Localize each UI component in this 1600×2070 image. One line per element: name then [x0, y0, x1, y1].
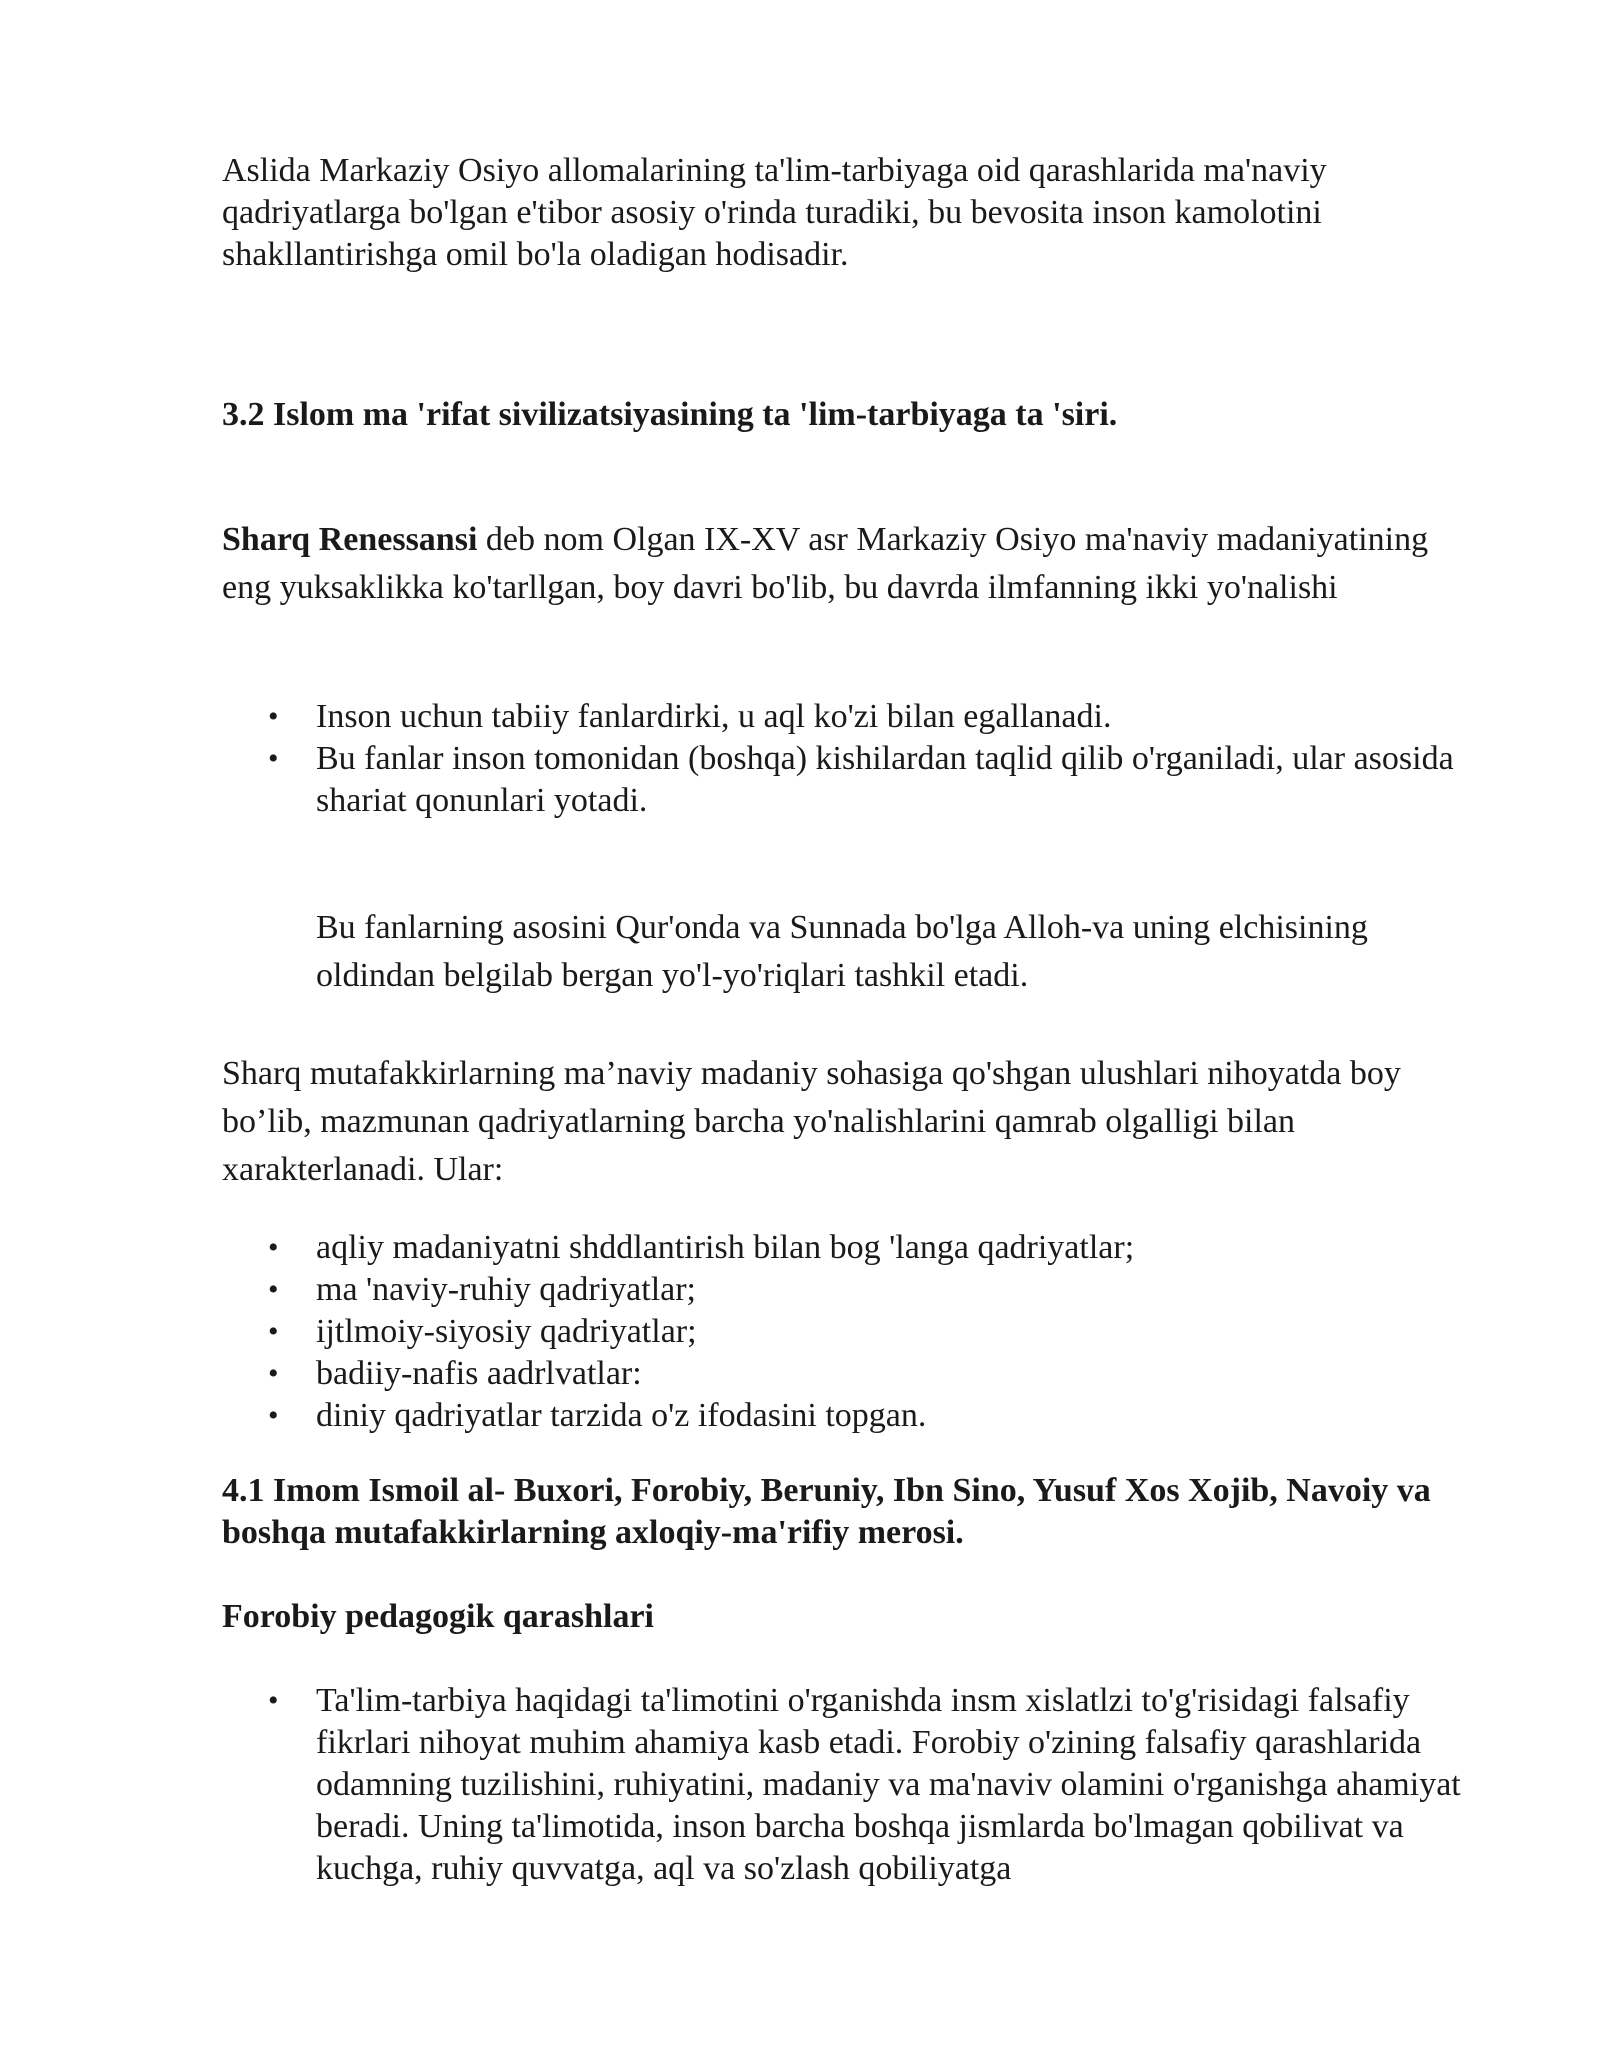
values-list [222, 1227, 1482, 1437]
list-item: • ma 'naviy-ruhiy qadriyatlar; [222, 1269, 1482, 1311]
section-4-1-heading: 4.1 Imom Ismoil al- Buxori, Forobiy, Beruniy, Ibn Sino, Yusuf Xos Xojib, Navoiy va boshqa mutafakkirlarning axloqiy-ma'rifiy merosi. [222, 1472, 1431, 1551]
science-directions-list [222, 696, 1482, 822]
renaissance-text: deb nom Olgan IX-XV asr Markaziy Osiyo ma'naviy madaniyatining eng yuksaklikka ko'tarllgan, boy davri bo'lib, bu davrda ilmfanning ikki yo'nalishi [222, 521, 1429, 606]
intro-paragraph: Aslida Markaziy Osiyo allomalarining ta'lim-tarbiyaga oid qarashlarida ma'naviy qadriyatlarga bo'lgan e'tibor asosiy o'rinda turadiki, bu bevosita inson kamolotini shakllantirishga omil bo'la oladigan hodisadir. [222, 152, 1327, 273]
list-item: • Inson uchun tabiiy fanlardirki, u aql ko'zi bilan egallanadi. [222, 696, 1482, 738]
list-item: • diniy qadriyatlar tarzida o'z ifodasini topgan. [222, 1395, 1482, 1437]
list-item: • ijtlmoiy-siyosiy qadriyatlar; [222, 1311, 1482, 1353]
list-item: • Bu fanlar inson tomonidan (boshqa) kishilardan taqlid qilib o'rganiladi, ular asosida shariat qonunlari yotadi. [222, 738, 1482, 822]
thinkers-paragraph: Sharq mutafakkirlarning ma’naviy madaniy sohasiga qo'shgan ulushlari nihoyatda boy bo’lib, mazmunan qadriyatlarning barcha yo'nalishlarini qamrab olgalligi bilan xarakterlanadi. Ular: [222, 1055, 1401, 1188]
renaissance-bold-lead: Sharq Renessansi [222, 521, 478, 558]
renaissance-paragraph [222, 516, 1482, 612]
forobiy-list [222, 1680, 1482, 1890]
list-item: • aqliy madaniyatni shddlantirish bilan bog 'langa qadriyatlar; [222, 1227, 1482, 1269]
foundation-paragraph: Bu fanlarning asosini Qur'onda va Sunnada bo'lga Alloh-va uning elchisining oldindan belgilab bergan yo'l-yo'riqlari tashkil etadi. [316, 909, 1368, 994]
forobiy-heading: Forobiy pedagogik qarashlari [222, 1598, 654, 1635]
section-3-2-heading: 3.2 Islom ma 'rifat sivilizatsiyasining ta 'lim-tarbiyaga ta 'siri. [222, 396, 1118, 433]
list-item: • Ta'lim-tarbiya haqidagi ta'limotini o'rganishda insm xislatlzi to'g'risidagi falsafiy fikrlari nihoyat muhim ahamiya kasb etadi. Forobiy o'zining falsafiy qarashlarida odamning tuzilishini, ruhiyatini, madaniy va ma'naviv olamini o'rganishga ahamiyat beradi. Uning ta'limotida, inson barcha boshqa jismlarda bo'lmagan qobilivat va kuchga, ruhiy quvvatga, aql va so'zlash qobiliyatga [222, 1680, 1482, 1890]
list-item: • badiiy-nafis aadrlvatlar: [222, 1353, 1482, 1395]
